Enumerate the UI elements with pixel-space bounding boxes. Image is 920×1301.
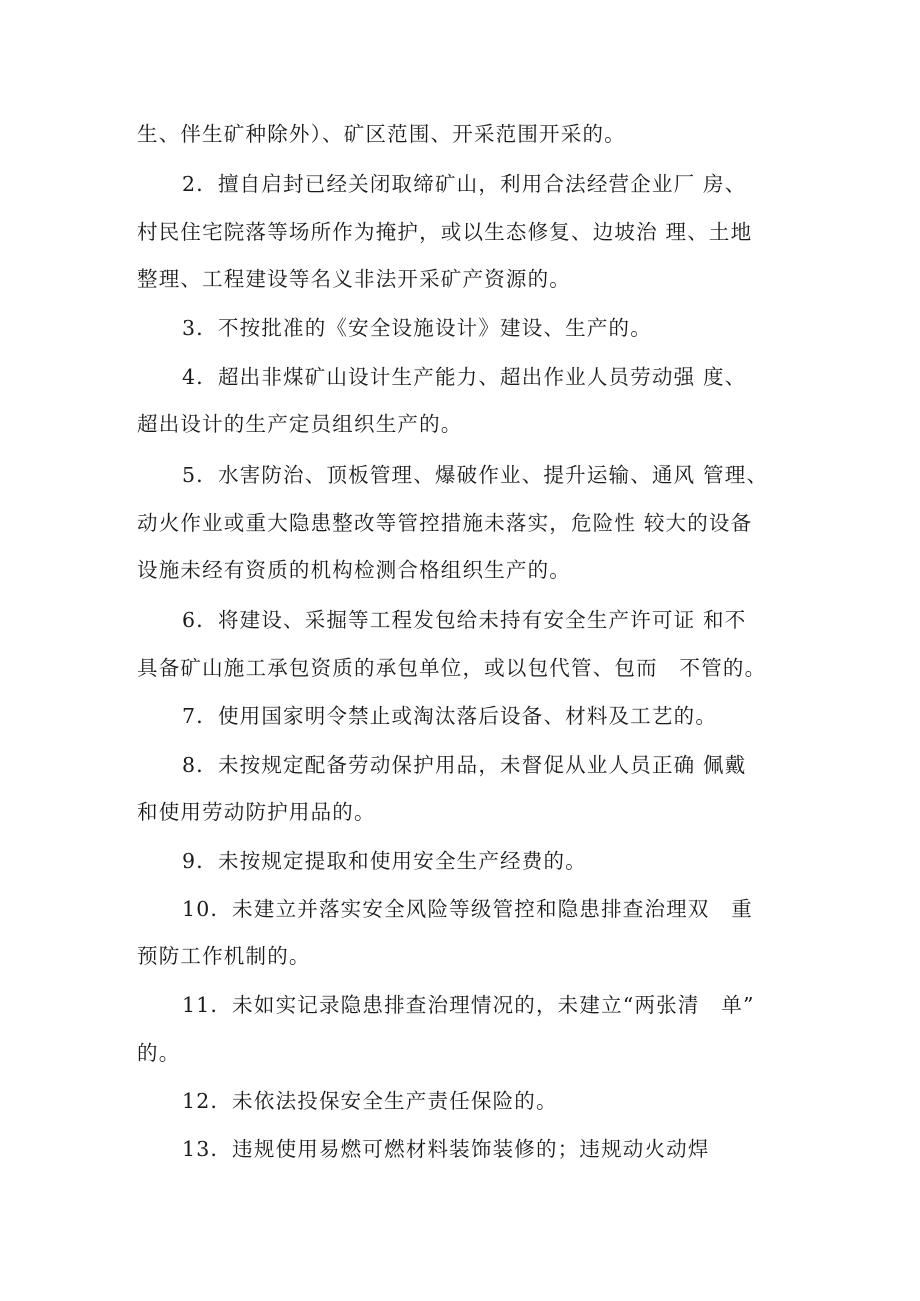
text-line: 和使用劳动防护用品的。 — [137, 800, 376, 824]
text-line: 设施未经有资质的机构检测合格组织生产的。 — [137, 558, 571, 582]
text-line: 7．使用国家明令禁止或淘汰落后设备、材料及工艺的。 — [182, 704, 718, 728]
text-line: 超出设计的生产定员组织生产的。 — [137, 412, 463, 436]
text-line: 5．水害防治、顶板管理、爆破作业、提升运输、通风 管理、 — [182, 463, 769, 487]
text-line: 预防工作机制的。 — [137, 944, 311, 968]
text-line: 8．未按规定配备劳动保护用品，未督促从业人员正确 佩戴 — [182, 753, 747, 777]
text-line: 2．擅自启封已经关闭取缔矿山，利用合法经营企业厂 房、 — [182, 172, 747, 196]
text-line: 10．未建立并落实安全风险等级管控和隐患排查治理双 重 — [182, 897, 753, 921]
text-line: 4．超出非煤矿山设计生产能力、超出作业人员劳动强 度、 — [182, 365, 747, 389]
text-line: 村民住宅院落等场所作为掩护，或以生态修复、边坡治 理、土地 — [137, 220, 753, 244]
text-line: 11．未如实记录隐患排查治理情况的，未建立“两张清 单” — [182, 993, 755, 1017]
text-line: 整理、工程建设等名义非法开采矿产资源的。 — [137, 267, 571, 291]
text-line: 6．将建设、采掘等工程发包给未持有安全生产许可证 和不 — [182, 608, 747, 632]
text-line: 9．未按规定提取和使用安全生产经费的。 — [182, 849, 587, 873]
text-line: 13．违规使用易燃可燃材料装饰装修的；违规动火动焊 — [182, 1137, 710, 1161]
text-line: 具备矿山施工承包资质的承包单位，或以包代管、包而 不管的。 — [137, 656, 767, 680]
text-line: 的。 — [137, 1041, 181, 1065]
text-line: 12．未依法投保安全生产责任保险的。 — [182, 1089, 558, 1113]
text-line: 3．不按批准的《安全设施设计》建设、生产的。 — [182, 316, 652, 340]
text-line: 动火作业或重大隐患整改等管控措施未落实，危险性 较大的设备 — [137, 511, 753, 535]
text-line: 生、伴生矿种除外）、矿区范围、开采范围开采的。 — [137, 122, 626, 146]
